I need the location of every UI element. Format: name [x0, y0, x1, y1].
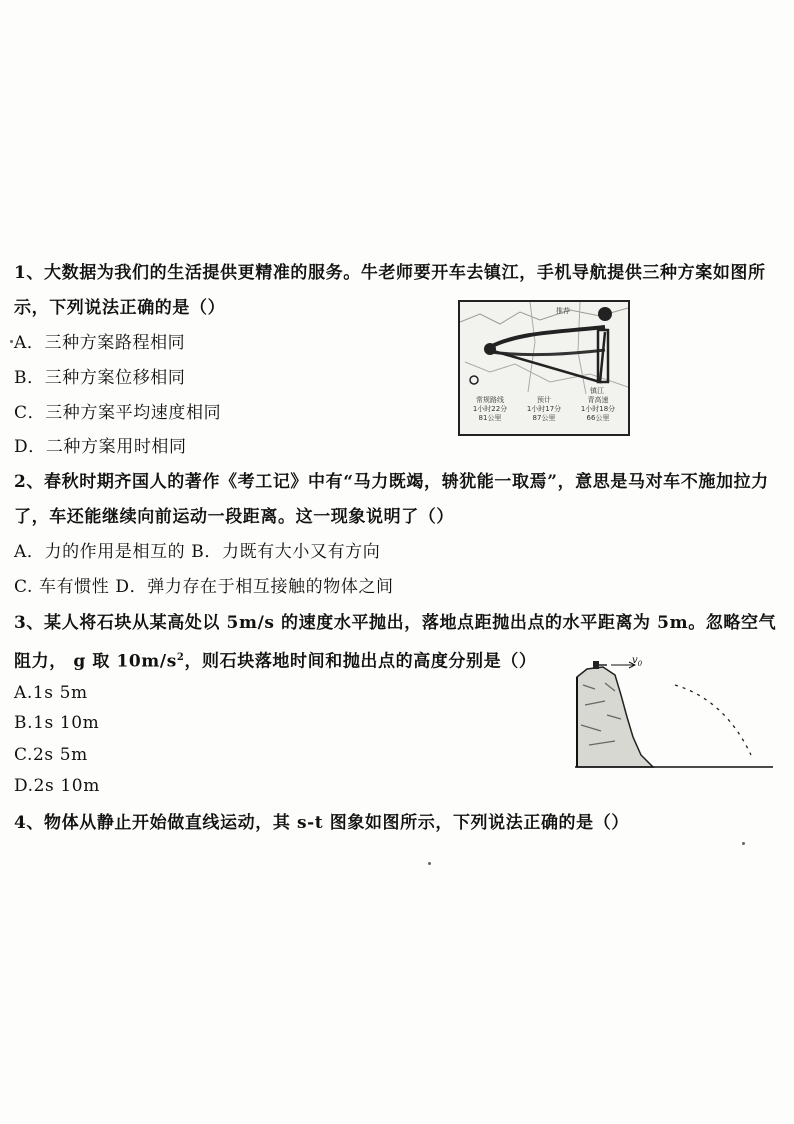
scan-speck — [742, 842, 745, 845]
q3-line2-part-b: ，则石块落地时间和抛出点的高度分别是（） — [184, 651, 537, 672]
map-label-recommend: 推荐 — [556, 307, 570, 315]
map-table-row — [464, 396, 624, 405]
q2-options-cd: C. 车有惯性 D．弹力存在于相互接触的物体之间 — [14, 577, 394, 597]
map-label-zhenjiang: 镇江 — [590, 387, 604, 395]
map-cell: 1小时18分 — [580, 405, 616, 413]
q1-option-a: A．三种方案路程相同 — [14, 333, 186, 353]
map-cell: 87公里 — [532, 414, 556, 422]
q2-stem-line1: 2、春秋时期齐国人的著作《考工记》中有“马力既竭，辀犹能一取焉”，意思是马对车不施加拉力 — [14, 472, 769, 492]
q3-option-d: D.2s 10m — [14, 776, 100, 796]
map-table-row — [464, 405, 624, 414]
navigation-map-figure — [458, 300, 630, 436]
map-cell: 1小时17分 — [526, 405, 562, 413]
map-route-table — [464, 396, 624, 423]
q3-stem-line2 — [14, 647, 536, 673]
map-cell: 青高速 — [587, 396, 609, 404]
projectile-cliff-figure — [575, 655, 775, 773]
q4-stem-line1: 4、物体从静止开始做直线运动，其 s-t 图象如图所示，下列说法正确的是（） — [14, 813, 629, 833]
q1-stem-line1: 1、大数据为我们的生活提供更精准的服务。牛老师要开车去镇江，手机导航提供三种方案如图所 — [14, 263, 766, 283]
q1-option-d: D．二种方案用时相同 — [14, 437, 187, 457]
map-cell: 常规路线 — [476, 396, 504, 404]
q1-option-c: C．三种方案平均速度相同 — [14, 403, 222, 423]
map-cell: 66公里 — [586, 414, 610, 422]
velocity-symbol: v — [632, 655, 638, 666]
q3-option-a: A.1s 5m — [14, 683, 88, 703]
q3-option-b: B.1s 10m — [14, 713, 100, 733]
q3-option-c: C.2s 5m — [14, 745, 88, 765]
map-table-row — [464, 414, 624, 423]
scan-speck — [428, 862, 431, 865]
velocity-subscript: 0 — [637, 660, 643, 668]
q1-option-b: B．三种方案位移相同 — [14, 368, 186, 388]
q3-line2-superscript: 2 — [176, 652, 185, 663]
q3-line2-part-a: 阻力， g 取 10m/s — [14, 651, 177, 672]
q3-stem-line1: 3、某人将石块从某高处以 5m/s 的速度水平抛出，落地点距抛出点的水平距离为 5m。忽略空气 — [14, 613, 777, 633]
scan-speck — [10, 340, 13, 343]
map-cell: 81公里 — [478, 414, 502, 422]
map-cell: 1小时22分 — [472, 405, 508, 413]
velocity-label — [632, 655, 642, 668]
q2-stem-line2: 了，车还能继续向前运动一段距离。这一现象说明了（） — [14, 507, 454, 527]
q2-options-ab: A．力的作用是相互的 B．力既有大小又有方向 — [14, 542, 381, 562]
q1-stem-line2: 示，下列说法正确的是（） — [14, 298, 226, 318]
map-cell: 预计 — [537, 396, 551, 404]
